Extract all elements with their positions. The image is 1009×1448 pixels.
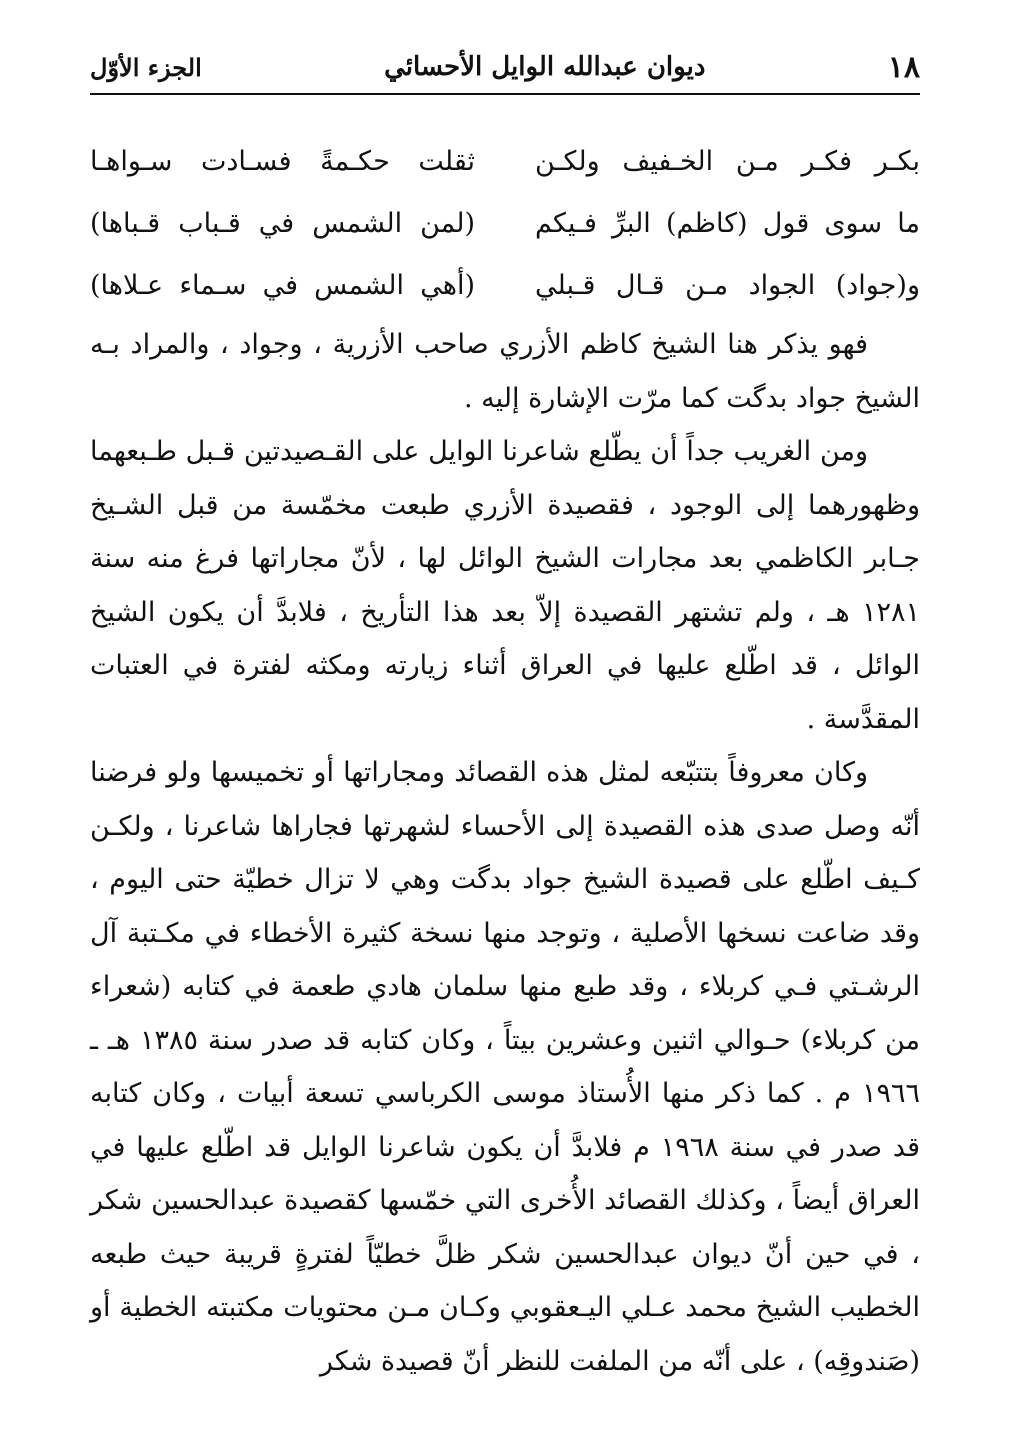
header-divider [90,93,920,95]
page-number: ١٨ [887,49,920,85]
poem-verse [90,135,920,197]
paragraph: ومن الغريب جداً أن يطّلع شاعرنا الوايل على القـصيدتين قـبل طـبعهما وظهورهما إلى الوجود ، فقصيدة الأزري طبعت مخمّسة من قبل الشـيخ جـابر الكاظمي بعد مجارات الشيخ الوائل لها ، لأنّ مجاراتها فرغ منه سنة ١٢٨١ هـ ، ولم تشتهر القصيدة إلاّ بعد هذا التأريخ ، فلابدَّ أن يكون الشيخ الوائل ، قد اطّلع عليها في العراق أثناء زيارته ومكثه لفترة في العتبات المقدَّسة . [90,436,920,735]
book-title: ديوان عبدالله الوايل الأحسائي [384,52,706,82]
verse-first-hemistich: بكـر فكـر مـن الخـفيف ولكـن [535,146,920,177]
verse-second-hemistich: (أهي الشمس في سـماء عـلاها) [90,270,475,301]
paragraph: فهو يذكر هنا الشيخ كاظم الأزري صاحب الأزرية ، وجواد ، والمراد بـه الشيخ جواد بدگت كما مرّت الإشارة إليه . [90,329,920,414]
paragraph: وكان معروفاً بتتبّعه لمثل هذه القصائد ومجاراتها أو تخميسها ولو فرضنا أنّه وصل صدى هذه القصيدة إلى الأحساء لشهرتها فجاراها شاعرنا ، ولكـن كـيف اطّلع على قصيدة الشيخ جواد بدگت وهي لا تزال خطيّة حتى اليوم ، وقد ضاعت نسخها الأصلية ، وتوجد منها نسخة كثيرة الأخطاء في مكـتبة آل الرشـتي فـي كربلاء ، وقد طبع منها سلمان هادي طعمة في كتابه (شعراء من كربلاء) حـوالي اثنين وعشرين بيتاً ، وكان كتابه قد صدر سنة ١٣٨٥ هـ ـ ١٩٦٦ م . كما ذكر منها الأُستاذ موسى الكرباسي تسعة أبيات ، وكان كتابه قد صدر في سنة ١٩٦٨ م فلابدَّ أن يكون شاعرنا الوايل قد اطّلع عليها في العراق أيضاً ، وكذلك القصائد الأُخرى التي خمّسها كقصيدة عبدالحسين شكر ، في حين أنّ ديوان عبدالحسين شكر ظلَّ خطيّاً لفترةٍ قريبة حيث طبعه الخطيب الشيخ محمد عـلي اليـعقوبي وكـان مـن محتويات مكتبته الخطية أو (صَندوقِه) ، على أنّه من الملفت للنظر أنّ قصيدة شكر [90,757,920,1377]
verse-first-hemistich: ما سوى قول (كاظم) البرِّ فـيكم [535,208,920,239]
volume-label: الجزء الأوّل [90,52,202,82]
verse-second-hemistich: ثقلت حكـمةً فسـادت سـواهـا [90,146,475,177]
poem-verse [90,197,920,259]
verse-second-hemistich: (لمن الشمس في قـباب قـباها) [90,208,475,239]
page-header [90,44,920,90]
poem-verse [90,259,920,321]
verse-first-hemistich: و(جواد) الجواد مـن قـال قـبلي [535,270,920,301]
poem-block [90,135,920,321]
prose-body [90,318,920,1388]
